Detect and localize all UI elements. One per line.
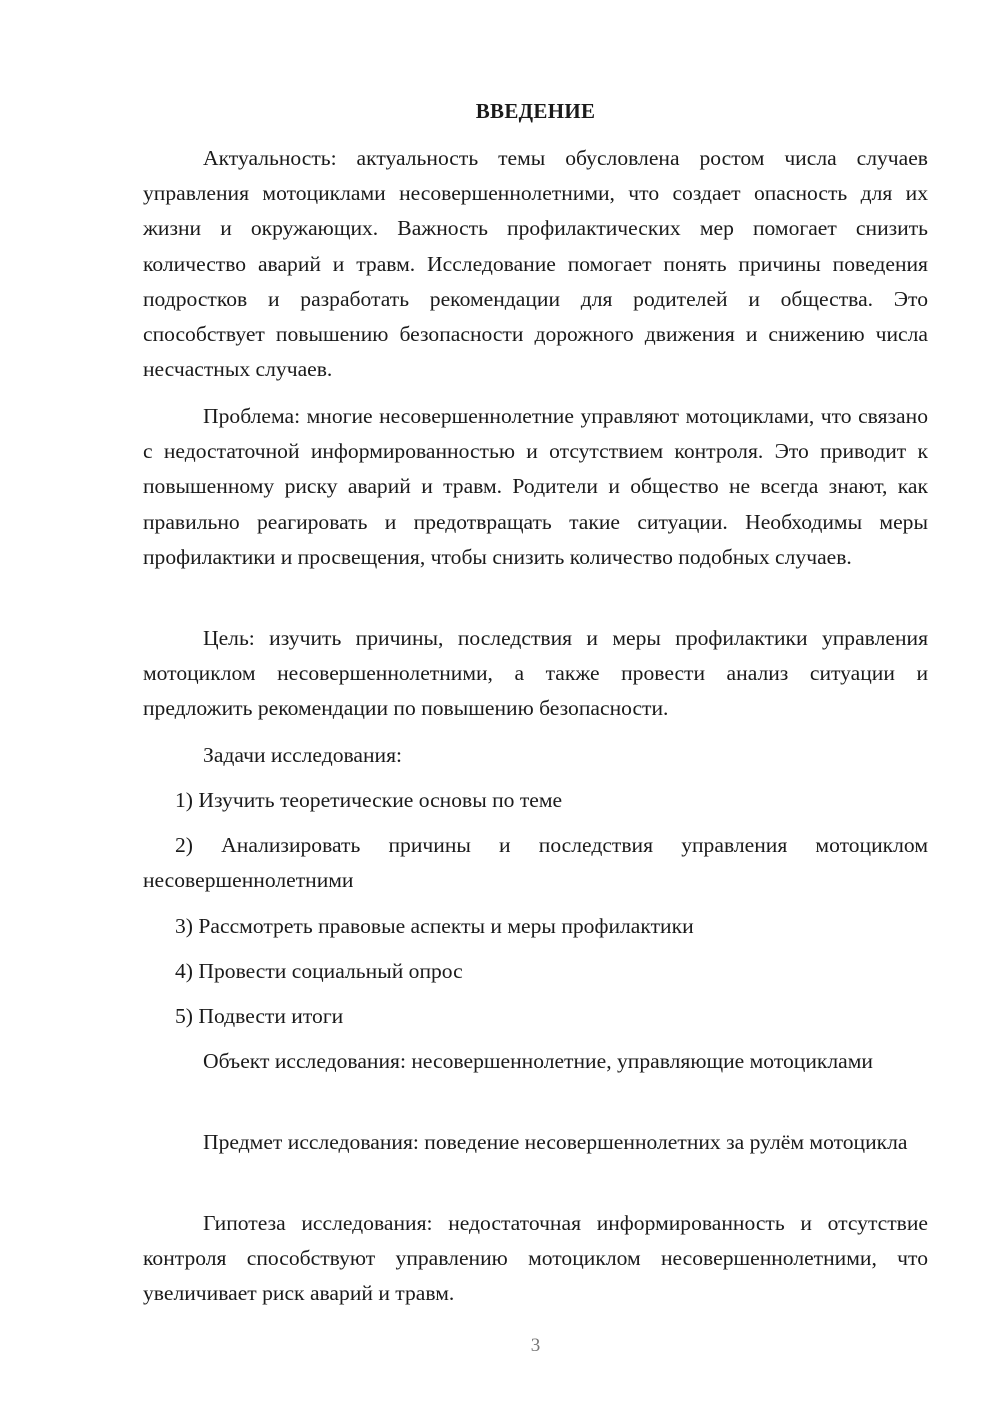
goal-paragraph: Цель: изучить причины, последствия и меры профилактики управления мотоциклом несовершеннолетними, а также провести анализ ситуации и предложить рекомендации по повышению безопасности. [143, 626, 928, 721]
task-item-1: 1) Изучить теоретические основы по теме [175, 788, 563, 812]
page-number: 3 [530, 1335, 541, 1356]
tasks-intro: Задачи исследования: [203, 743, 403, 767]
research-object: Объект исследования: несовершеннолетние, управляющие мотоциклами [203, 1049, 873, 1073]
research-hypothesis: Гипотеза исследования: недостаточная информированность и отсутствие контроля способствуют управлению мотоциклом несовершеннолетними, что увеличивает риск аварий и травм. [143, 1211, 928, 1306]
problem-paragraph: Проблема: многие несовершеннолетние управляют мотоциклами, что связано с недостаточной информированностью и отсутствием контроля. Это приводит к повышенному риску аварий и травм. Родители и общество не всегда знают, как правильно реагировать и предотвращать такие ситуации. Необходимы меры профилактики и просвещения, чтобы снизить количество подобных случаев. [143, 404, 928, 569]
task-item-5: 5) Подвести итоги [175, 1004, 344, 1028]
research-subject: Предмет исследования: поведение несовершеннолетних за рулём мотоцикла [203, 1130, 908, 1154]
section-heading: ВВЕДЕНИЕ [475, 99, 596, 123]
task-item-3: 3) Рассмотреть правовые аспекты и меры профилактики [175, 914, 694, 938]
relevance-paragraph: Актуальность: актуальность темы обусловлена ростом числа случаев управления мотоциклами несовершеннолетними, что создает опасность для их жизни и окружающих. Важность профилактических мер помогает снизить количество аварий и травм. Исследование помогает понять причины поведения подростков и разработать рекомендации для родителей и общества. Это способствует повышению безопасности дорожного движения и снижению числа несчастных случаев. [143, 146, 928, 382]
task-item-2: 2) Анализировать причины и последствия управления мотоциклом несовершеннолетними [143, 833, 928, 893]
task-item-4: 4) Провести социальный опрос [175, 959, 463, 983]
